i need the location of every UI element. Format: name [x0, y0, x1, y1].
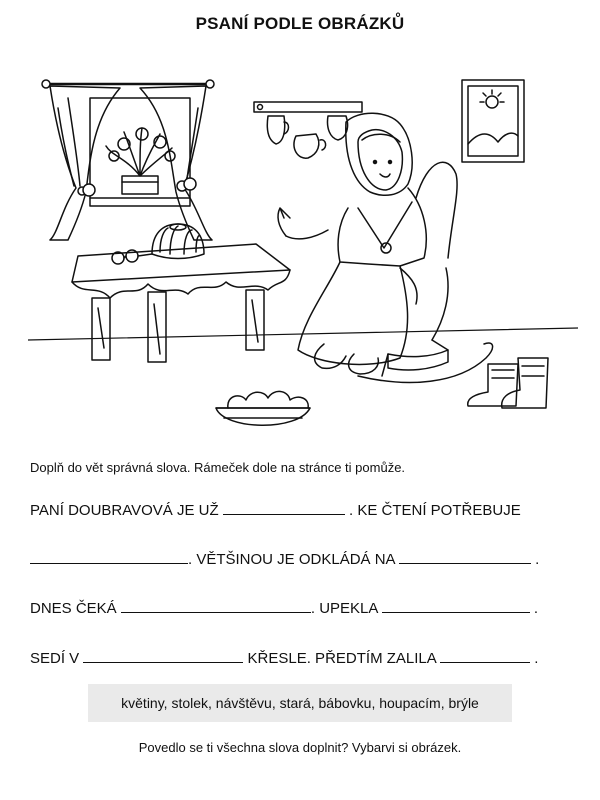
answer-blank[interactable]: [382, 598, 530, 613]
bundt-cake-icon: [152, 224, 204, 259]
answer-blank[interactable]: [223, 500, 345, 515]
boots-icon: [468, 358, 548, 408]
sentence-4: [30, 648, 538, 667]
framed-picture-icon: [462, 80, 524, 162]
word-bank-text: květiny, stolek, návštěvu, stará, bábovku, houpacím, brýle: [121, 695, 479, 711]
sentence-text: .: [534, 650, 539, 667]
sentence-3: [30, 598, 538, 617]
footer-text: Povedlo se ti všechna slova doplnit? Vybarvi si obrázek.: [138, 740, 462, 755]
page-title: PSANÍ PODLE OBRÁZKŮ: [195, 14, 405, 33]
answer-blank[interactable]: [440, 648, 530, 663]
flower-pot-icon: [106, 128, 175, 194]
sentence-text: DNES ČEKÁ: [30, 600, 117, 617]
sentence-text: .: [535, 551, 540, 568]
sentence-text: . VĚTŠINOU JE ODKLÁDÁ NA: [188, 551, 395, 568]
answer-blank[interactable]: [30, 549, 188, 564]
answer-blank[interactable]: [121, 598, 311, 613]
sentence-text: . UPEKLA: [310, 600, 378, 617]
answer-blank[interactable]: [83, 648, 243, 663]
sentence-text: KŘESLE. PŘEDTÍM ZALILA: [247, 650, 436, 667]
table-icon: [72, 244, 290, 362]
basket-of-bread-icon: [216, 391, 310, 425]
sentence-1: [30, 500, 521, 519]
sentence-text: . KE ČTENÍ POTŘEBUJE: [349, 502, 521, 519]
coloring-illustration: [28, 58, 578, 450]
sentence-text: SEDÍ V: [30, 650, 80, 667]
window-curtains-icon: [42, 80, 214, 240]
answer-blank[interactable]: [399, 549, 531, 564]
instruction-text: Doplň do vět správná slova. Rámeček dole na stránce ti pomůže.: [30, 460, 406, 475]
word-bank: [88, 684, 512, 722]
sentence-text: PANÍ DOUBRAVOVÁ JE UŽ: [30, 502, 219, 519]
sentence-text: .: [533, 600, 539, 617]
sentence-2: [30, 549, 539, 568]
grandmother-icon: [278, 113, 426, 374]
